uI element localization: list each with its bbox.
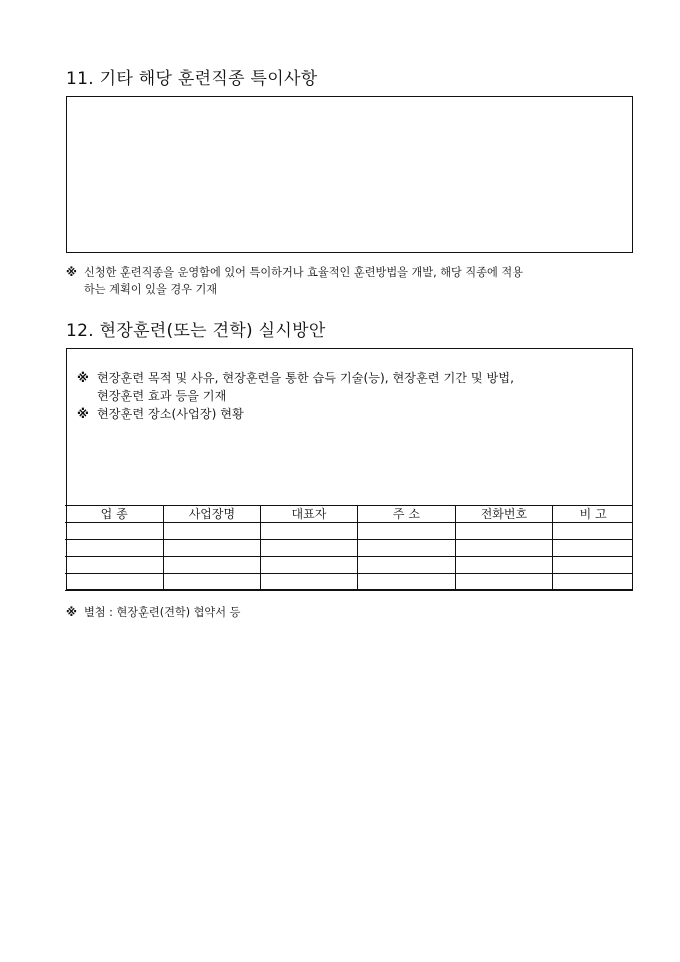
table-cell[interactable] <box>260 540 357 557</box>
table-cell[interactable] <box>260 574 357 591</box>
header-representative: 대표자 <box>260 506 357 523</box>
table-cell[interactable] <box>65 523 163 540</box>
table-cell[interactable] <box>552 540 633 557</box>
site-table-header-row <box>65 506 633 523</box>
table-cell[interactable] <box>357 574 455 591</box>
table-row <box>65 574 633 591</box>
header-remarks: 비 고 <box>552 506 633 523</box>
instruction-mark: ※ <box>77 371 89 385</box>
instruction-1-line-2: 현장훈련 효과 등을 기재 <box>97 389 227 403</box>
instruction-2: 현장훈련 장소(사업장) 현황 <box>97 407 244 421</box>
attachment-note <box>66 604 240 621</box>
instruction-mark: ※ <box>77 407 89 421</box>
section-12-title: 12. 현장훈련(또는 견학) 실시방안 <box>66 321 326 341</box>
table-cell[interactable] <box>163 557 260 574</box>
table-cell[interactable] <box>552 523 633 540</box>
table-cell[interactable] <box>357 557 455 574</box>
table-cell[interactable] <box>455 557 552 574</box>
header-company-name: 사업장명 <box>163 506 260 523</box>
note-mark: ※ <box>66 266 77 279</box>
table-cell[interactable] <box>357 540 455 557</box>
table-cell[interactable] <box>65 574 163 591</box>
table-cell[interactable] <box>455 540 552 557</box>
table-row <box>65 540 633 557</box>
attachment-mark: ※ <box>66 606 77 619</box>
table-cell[interactable] <box>455 523 552 540</box>
table-cell[interactable] <box>65 540 163 557</box>
instruction-1-line-1: 현장훈련 목적 및 사유, 현장훈련을 통한 습득 기술(능), 현장훈련 기간 및 방법, <box>97 371 514 385</box>
attachment-text: 별첨 : 현장훈련(견학) 협약서 등 <box>84 606 241 619</box>
table-cell[interactable] <box>163 523 260 540</box>
table-cell[interactable] <box>455 574 552 591</box>
table-row <box>65 557 633 574</box>
note-line-1: 신청한 훈련직종을 운영함에 있어 특이하거나 효율적인 훈련방법을 개발, 해당 직종에 적용 <box>84 266 523 279</box>
section-11-note <box>66 264 523 298</box>
table-row <box>65 523 633 540</box>
table-cell[interactable] <box>552 557 633 574</box>
header-address: 주 소 <box>357 506 455 523</box>
header-phone: 전화번호 <box>455 506 552 523</box>
header-industry: 업 종 <box>65 506 163 523</box>
section-11-title: 11. 기타 해당 훈련직종 특이사항 <box>66 69 318 89</box>
note-line-2: 하는 계획이 있을 경우 기재 <box>84 283 218 296</box>
section-11-input-box[interactable] <box>66 96 633 253</box>
table-cell[interactable] <box>163 540 260 557</box>
section-12-box <box>66 348 633 590</box>
site-table <box>65 505 633 591</box>
table-cell[interactable] <box>260 557 357 574</box>
table-cell[interactable] <box>552 574 633 591</box>
table-cell[interactable] <box>357 523 455 540</box>
table-cell[interactable] <box>65 557 163 574</box>
section-12-instructions <box>77 369 514 423</box>
table-cell[interactable] <box>163 574 260 591</box>
table-cell[interactable] <box>260 523 357 540</box>
